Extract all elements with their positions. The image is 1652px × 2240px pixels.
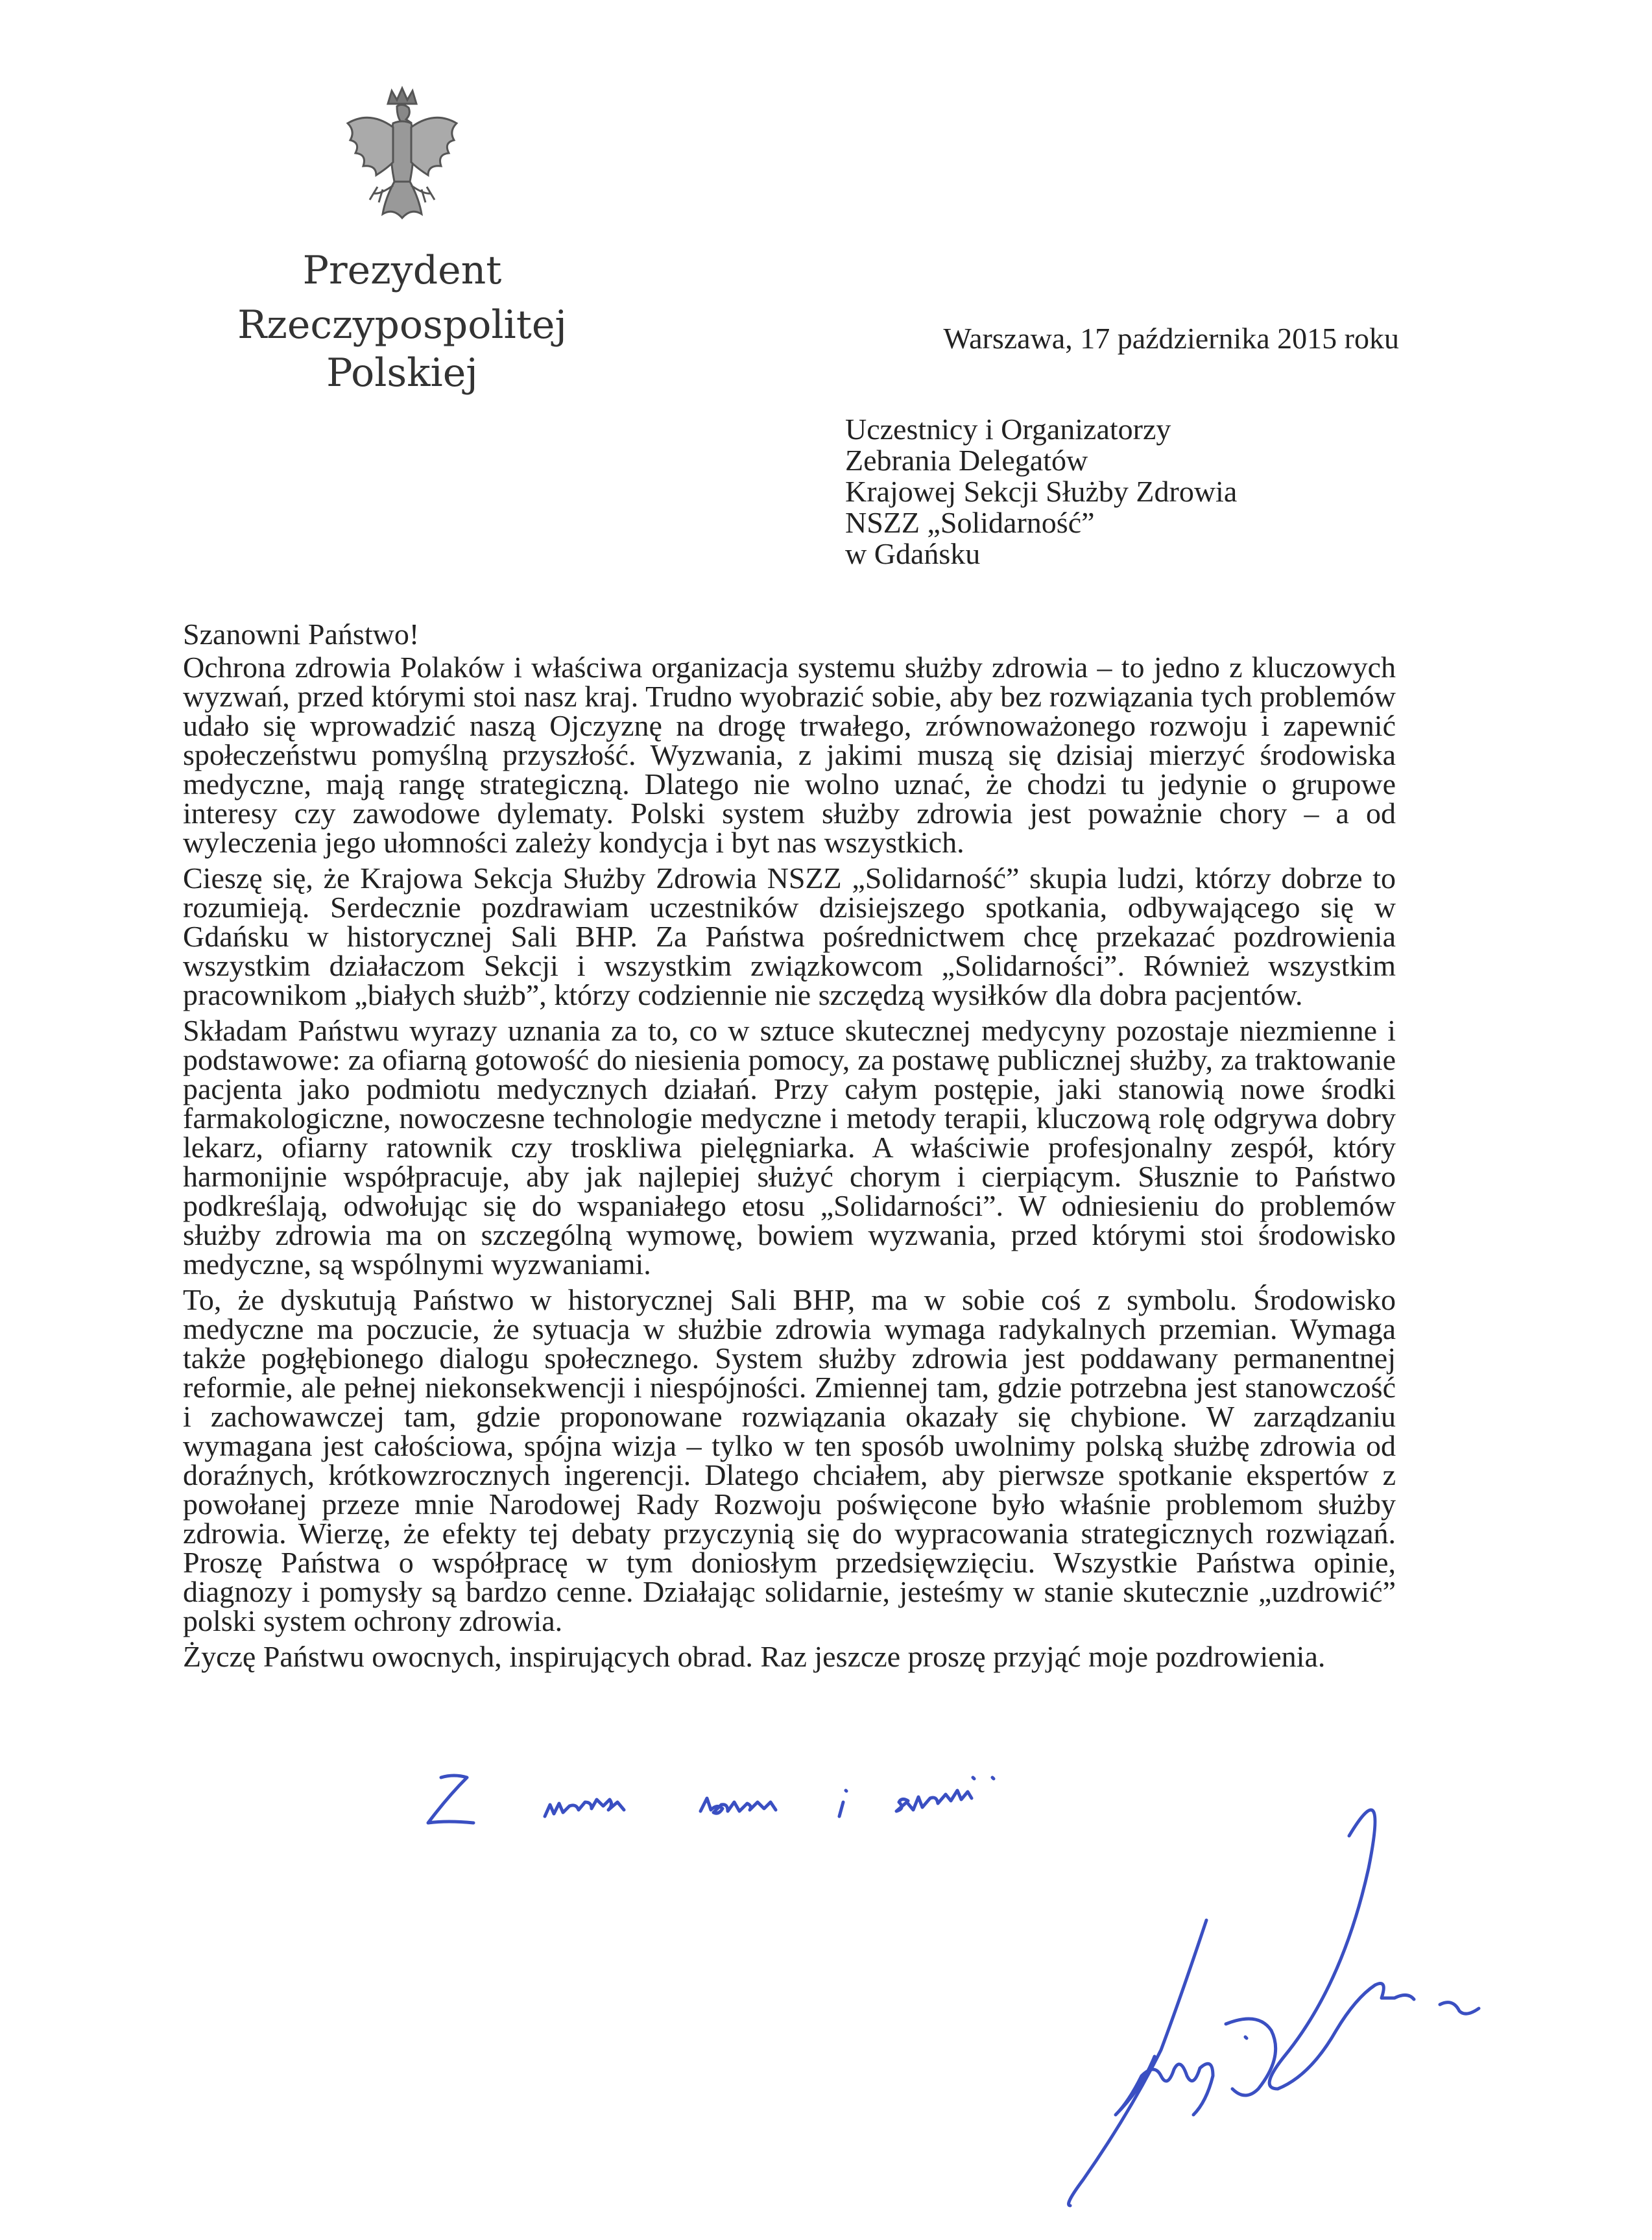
recipient-line: NSZZ „Solidarność”	[845, 506, 1095, 539]
paragraph: To, że dyskutują Państwo w historycznej Sali BHP, ma w sobie coś z symbolu. Środowisko medyczne ma poczucie, że sytuacja w służbie zdrowia wymaga radykalnych przemian. Wymaga także pogłębionego dialogu społecznego. System służby zdrowia jest poddawany permanentnej reformie, ale pełnej niekonsekwencji i niespójności. Zmiennej tam, gdzie potrzebna jest stanowczość i zachowawczej tam, gdzie proponowane rozwiązania okazały się chybione. W zarządzaniu wymagana jest całościowa, spójna wizja – tylko w ten sposób uwolnimy polską służbę zdrowia od doraźnych, krótkowzrocznych ingerencji. Dlatego chciałem, aby pierwsze spotkanie ekspertów z powołanej przeze mnie Narodowej Rady Rozwoju poświęcone było właśnie problemom służby zdrowia. Wierzę, że efekty tej debaty przyczynią się do wypracowania strategicznych rozwiązań. Proszę Państwa o współpracę w tym doniosłym przedsięwzięciu. Wszystkie Państwa opinie, diagnozy i pomysły są bardzo cenne. Działając solidarnie, jesteśmy w stanie skutecznie „uzdrowić” polski system ochrony zdrowia.	[183, 1283, 1396, 1637]
handwritten-signature	[415, 1752, 1518, 2219]
paragraph: Cieszę się, że Krajowa Sekcja Służby Zdrowia NSZZ „Solidarność” skupia ludzi, którzy dobrze to rozumieją. Serdecznie pozdrawiam uczestników dzisiejszego spotkania, odbywającego się w Gdańsku w historycznej Sali BHP. Za Państwa pośrednictwem chcę przekazać pozdrowienia wszystkim działaczom Sekcji i wszystkim związkowcom „Solidarności”. Również wszystkim pracownikom „białych służb”, którzy codziennie nie szczędzą wysiłków dla dobra pacjentów.	[183, 861, 1396, 1011]
recipient-address	[845, 414, 1237, 570]
date-line: Warszawa, 17 października 2015 roku	[943, 322, 1399, 355]
letterhead	[156, 84, 649, 397]
office-title-line1: Prezydent	[302, 248, 502, 293]
paragraph: Składam Państwu wyrazy uznania za to, co w sztuce skutecznej medycyny pozostaje niezmienne i podstawowe: za ofiarną gotowość do niesienia pomocy, za postawę publicznej służby, za traktowanie pacjenta jako podmiotu medycznych działań. Przy całym postępie, jaki stanowią nowe środki farmakologiczne, nowoczesne technologie medyczne i metody terapii, kluczową rolę odgrywa dobry lekarz, ofiarny ratownik czy troskliwa pielęgniarka. A właściwie profesjonalny zespół, który harmonijnie współpracuje, aby jak najlepiej służyć chorym i cierpiącym. Słusznie to Państwo podkreślają, odwołując się do wspaniałego etosu „Solidarności”. W odniesieniu do problemów służby zdrowia ma on szczególną wymowę, bowiem wyzwania, przed którymi stoi środowisko medyczne, są wspólnymi wyzwaniami.	[183, 1014, 1396, 1281]
recipient-line: Krajowej Sekcji Służby Zdrowia	[845, 475, 1238, 508]
polish-eagle-emblem-icon	[337, 84, 467, 240]
handwritten-signature-area	[415, 1752, 1518, 2219]
office-title-line2: Rzeczypospolitej Polskiej	[237, 302, 567, 396]
letter-body	[183, 620, 1396, 1678]
greeting: Szanowni Państwo!	[183, 618, 420, 651]
recipient-line: Zebrania Delegatów	[845, 444, 1088, 477]
recipient-line: w Gdańsku	[845, 537, 981, 570]
paragraph: Życzę Państwu owocnych, inspirujących obrad. Raz jeszcze proszę przyjąć moje pozdrowienia.	[183, 1640, 1326, 1673]
paragraph: Ochrona zdrowia Polaków i właściwa organizacja systemu służby zdrowia – to jedno z kluczowych wyzwań, przed którymi stoi nasz kraj. Trudno wyobrazić sobie, aby bez rozwiązania tych problemów udało się wprowadzić naszą Ojczyznę na drogę trwałego, zrównoważonego rozwoju i zapewnić społeczeństwu pomyślną przyszłość. Wyzwania, z jakimi muszą się dzisiaj mierzyć środowiska medyczne, mają rangę strategiczną. Dlatego nie wolno uznać, że chodzi tu jedynie o grupowe interesy czy zawodowe dylematy. Polski system służby zdrowia jest poważnie chory – a od wyleczenia jego ułomności zależy kondycja i byt nas wszystkich.	[183, 651, 1396, 859]
recipient-line: Uczestnicy i Organizatorzy	[845, 413, 1171, 446]
